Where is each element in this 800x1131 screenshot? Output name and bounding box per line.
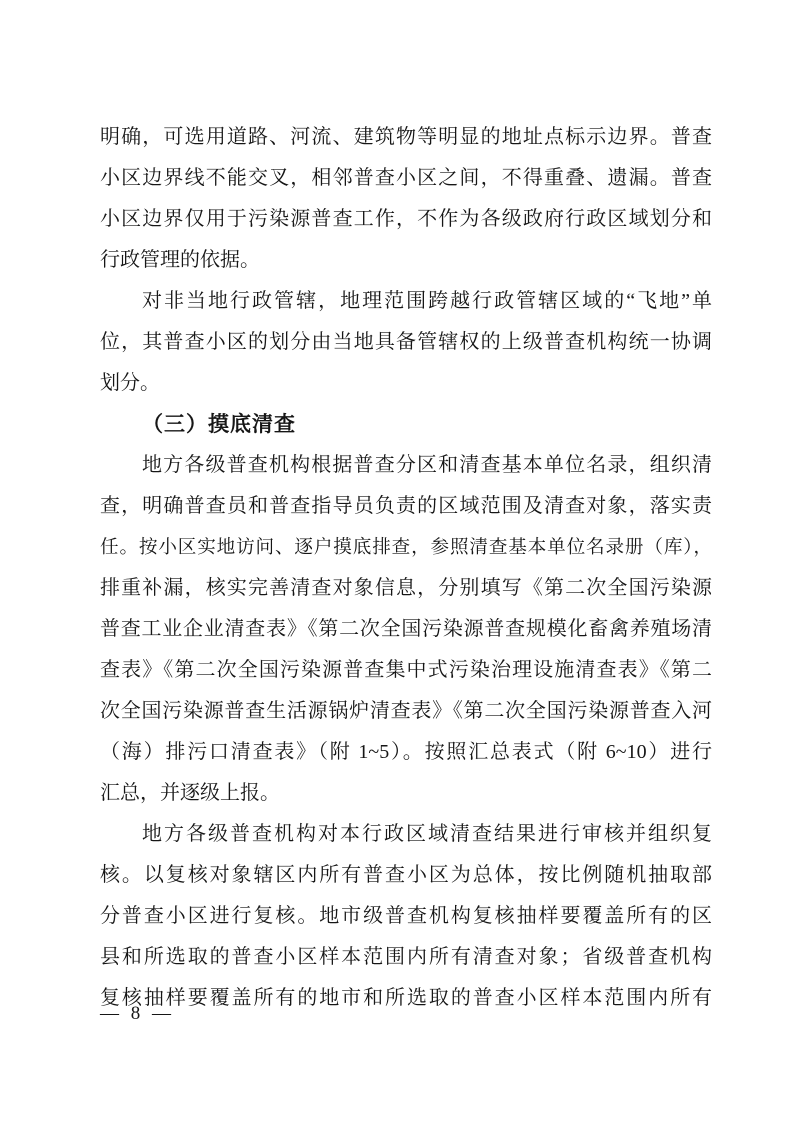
body-text-line: 小区边界仅用于污染源普查工作，不作为各级政府行政区域划分和 — [100, 208, 712, 230]
body-text-line: 次全国污染源普查生活源锅炉清查表》《第二次全国污染源普查入河 — [100, 700, 712, 722]
body-text-line: 划分。 — [100, 372, 160, 394]
body-text-line: 查表》《第二次全国污染源普查集中式污染治理设施清查表》《第二 — [100, 659, 712, 681]
body-text-line: 排重补漏，核实完善清查对象信息，分别填写《第二次全国污染源 — [100, 577, 712, 599]
body-text-line: 小区边界线不能交叉，相邻普查小区之间，不得重叠、遗漏。普查 — [100, 167, 712, 189]
body-text-line: 地方各级普查机构对本行政区域清查结果进行审核并组织复 — [142, 823, 712, 845]
body-text-line: 对非当地行政管辖，地理范围跨越行政管辖区域的“飞地”单 — [142, 290, 712, 312]
body-text-line: 地方各级普查机构根据普查分区和清查基本单位名录，组织清 — [142, 454, 712, 476]
body-text-line: 汇总，并逐级上报。 — [100, 782, 280, 804]
page-number: — 8 — — [100, 1003, 171, 1024]
section-heading: （三）摸底清查 — [142, 412, 296, 436]
document-body — [100, 117, 712, 1019]
body-text-line: 普查工业企业清查表》《第二次全国污染源普查规模化畜禽养殖场清 — [100, 618, 712, 640]
body-text-line: 分普查小区进行复核。地市级普查机构复核抽样要覆盖所有的区 — [100, 905, 712, 927]
body-text-line: 复核抽样要覆盖所有的地市和所选取的普查小区样本范围内所有 — [100, 987, 712, 1009]
body-text-line: 核。以复核对象辖区内所有普查小区为总体，按比例随机抽取部 — [100, 864, 712, 886]
body-text-line: 任。按小区实地访问、逐户摸底排查，参照清查基本单位名录册（库）， — [100, 537, 712, 558]
body-text-line: 明确，可选用道路、河流、建筑物等明显的地址点标示边界。普查 — [100, 126, 712, 148]
body-text-line: 位，其普查小区的划分由当地具备管辖权的上级普查机构统一协调 — [100, 331, 712, 353]
body-text-line: 查，明确普查员和普查指导员负责的区域范围及清查对象，落实责 — [100, 495, 712, 517]
body-text-line: 行政管理的依据。 — [100, 249, 260, 271]
body-text-line: 县和所选取的普查小区样本范围内所有清查对象；省级普查机构 — [100, 946, 712, 968]
body-text-line: （海）排污口清查表》（附 1~5）。按照汇总表式（附 6~10）进行 — [100, 741, 712, 763]
